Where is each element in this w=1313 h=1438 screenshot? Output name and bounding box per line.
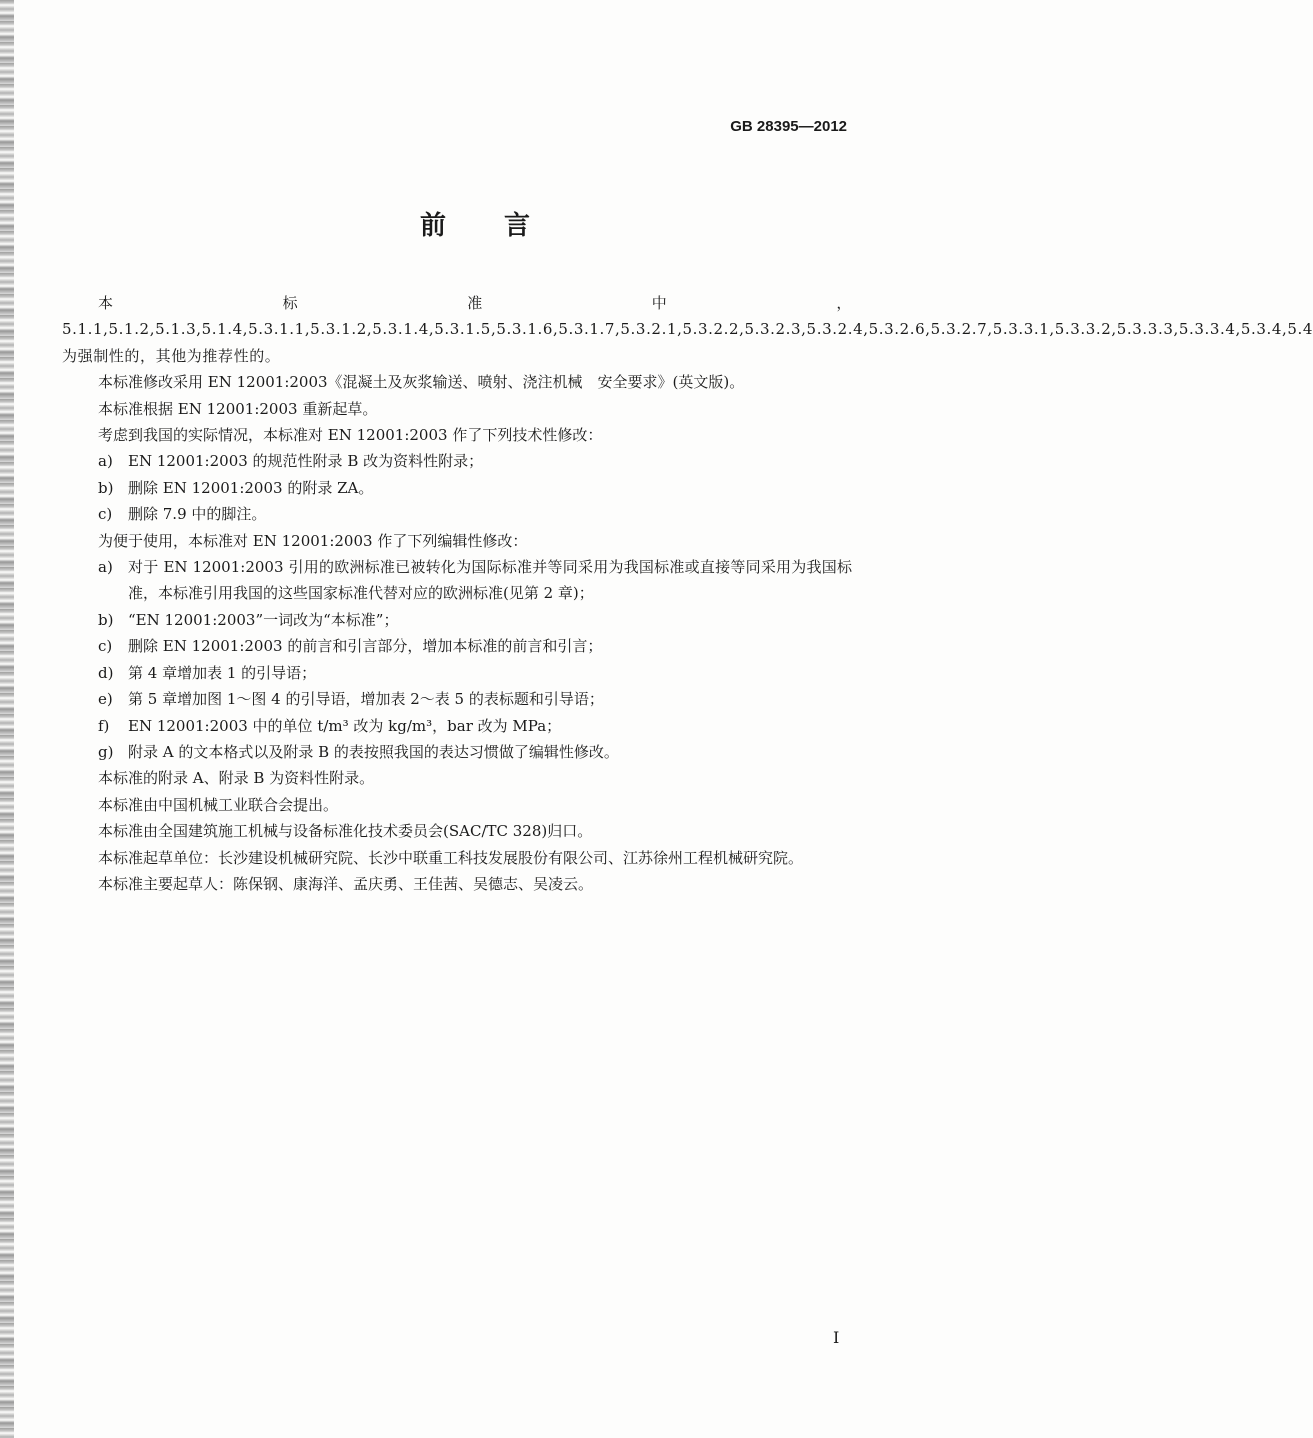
paragraph-drafting-basis: 本标准根据 EN 12001:2003 重新起草。 [98,399,378,418]
paragraph-editorial-intro: 为便于使用，本标准对 EN 12001:2003 作了下列编辑性修改： [98,531,528,550]
list-item-text: 第 5 章增加图 1～图 4 的引导语，增加表 2～表 5 的表标题和引导语； [128,690,604,709]
list-item [62,448,852,474]
list-item-label: b) [98,478,114,497]
list-item-text: 删除 EN 12001:2003 的附录 ZA。 [128,478,374,497]
list-item-text: 附录 A 的文本格式以及附录 B 的表按照我国的表达习惯做了编辑性修改。 [128,742,619,761]
list-item-text: EN 12001:2003 的规范性附录 B 改为资料性附录； [128,452,484,471]
list-item-text: 删除 7.9 中的脚注。 [128,505,267,524]
list-item-label: b) [98,610,114,629]
list-item-label: a) [98,558,113,577]
list-item-text: 对于 EN 12001:2003 引用的欧洲标准已被转化为国际标准并等同采用为我国标准或直接等同采用为我国标准，本标准引用我国的这些国家标准代替对应的欧洲标准(见第 2 章)； [128,558,852,603]
list-item [62,607,852,633]
paragraph-adoption: 本标准修改采用 EN 12001:2003《混凝土及灰浆输送、喷射、浇注机械 安全要求》(英文版)。 [98,373,745,392]
list-item-label: c) [98,505,113,524]
list-item [62,739,852,765]
paragraph-drafters: 本标准主要起草人：陈保钢、康海洋、孟庆勇、王佳茜、吴德志、吴凌云。 [98,874,594,893]
list-item [62,686,852,712]
paragraph-mandatory-clauses: 本标准中，5.1.1,5.1.2,5.1.3,5.1.4,5.3.1.1,5.3.1.2,5.3.1.4,5.3.1.5,5.3.1.6,5.3.1.7,5.3.2.1,5.3.2.2,5.3.2.3,5.3.2.4,5.3.2.6,5.3.2.7,5.3.3.1,5.3.3.2,5.3.3.3,5.3.3.4,5.3.4,5.4 为强制性的，其他为推荐性的。 [62,294,1313,365]
list-item-label: g) [98,742,114,761]
standard-code: GB 28395—2012 [730,118,847,135]
paragraph-annexes: 本标准的附录 A、附录 B 为资料性附录。 [98,769,375,788]
list-item [62,475,852,501]
paragraph-proposer: 本标准由中国机械工业联合会提出。 [98,795,339,814]
list-item-label: d) [98,663,114,682]
list-item-label: c) [98,637,113,656]
list-item [62,660,852,686]
list-item [62,713,852,739]
page-number: I [833,1328,840,1347]
list-item-text: EN 12001:2003 中的单位 t/m³ 改为 kg/m³，bar 改为 MPa； [128,716,562,735]
document-body [62,290,1313,897]
list-item-text: “EN 12001:2003”一词改为“本标准”； [128,610,399,629]
list-item [62,501,852,527]
list-item-label: e) [98,690,113,709]
paragraph-committee: 本标准由全国建筑施工机械与设备标准化技术委员会(SAC/TC 328)归口。 [98,822,593,841]
page-title: 前言 [419,211,588,241]
list-item-text: 第 4 章增加表 1 的引导语； [128,663,317,682]
paragraph-drafting-units: 本标准起草单位：长沙建设机械研究院、长沙中联重工科技发展股份有限公司、江苏徐州工程机械研究院。 [98,848,804,867]
paragraph-technical-intro: 考虑到我国的实际情况，本标准对 EN 12001:2003 作了下列技术性修改： [98,426,603,445]
list-item [62,633,852,659]
list-item-label: a) [98,452,113,471]
list-item [62,554,852,607]
list-item-text: 删除 EN 12001:2003 的前言和引言部分，增加本标准的前言和引言； [128,637,603,656]
list-item-label: f) [98,716,110,735]
